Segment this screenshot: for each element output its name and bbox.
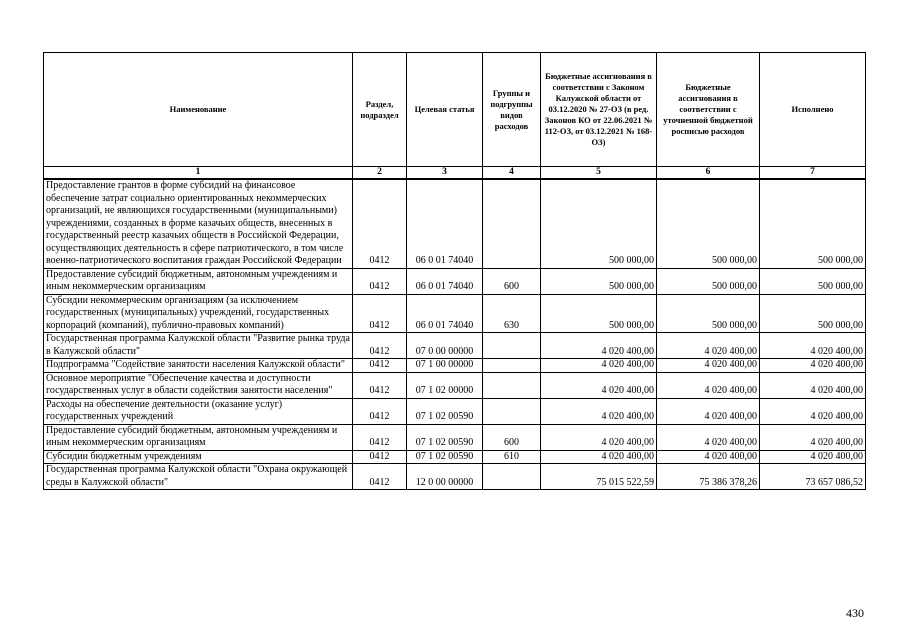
row-refined-amount: 4 020 400,00 xyxy=(657,333,760,359)
row-name: Предоставление грантов в форме субсидий на финансовое обеспечение затрат социально ориентированных некоммерческих организаций, не являющихся государственными (муниципальными) учреждениями, созданных в форме казачьих обществ, внесенных в государственный реестр казачьих обществ в Российской Федерации, осуществляющих деятельность в сфере патриотического, в том числе военно-патриотического воспитания граждан Российской Федерации xyxy=(44,179,353,268)
row-name: Расходы на обеспечение деятельности (оказание услуг) государственных учреждений xyxy=(44,398,353,424)
row-refined-amount: 4 020 400,00 xyxy=(657,450,760,464)
row-law-amount: 4 020 400,00 xyxy=(541,333,657,359)
row-name: Предоставление субсидий бюджетным, автономным учреждениям и иным некоммерческим организациям xyxy=(44,424,353,450)
table-row xyxy=(44,179,866,268)
row-section: 0412 xyxy=(353,333,407,359)
row-refined-amount: 4 020 400,00 xyxy=(657,359,760,373)
row-article: 07 1 02 00000 xyxy=(407,372,483,398)
row-group xyxy=(483,398,541,424)
row-group: 600 xyxy=(483,424,541,450)
row-executed-amount: 500 000,00 xyxy=(760,179,866,268)
row-article: 07 1 02 00590 xyxy=(407,424,483,450)
row-section: 0412 xyxy=(353,294,407,333)
row-article: 06 0 01 74040 xyxy=(407,294,483,333)
row-law-amount: 4 020 400,00 xyxy=(541,450,657,464)
row-refined-amount: 500 000,00 xyxy=(657,294,760,333)
row-article: 06 0 01 74040 xyxy=(407,179,483,268)
row-article: 07 1 02 00590 xyxy=(407,398,483,424)
row-executed-amount: 4 020 400,00 xyxy=(760,372,866,398)
row-name: Государственная программа Калужской области "Развитие рынка труда в Калужской области" xyxy=(44,333,353,359)
row-section: 0412 xyxy=(353,450,407,464)
table-row xyxy=(44,450,866,464)
row-executed-amount: 4 020 400,00 xyxy=(760,424,866,450)
row-group: 630 xyxy=(483,294,541,333)
table-row xyxy=(44,424,866,450)
table-row xyxy=(44,464,866,490)
row-executed-amount: 4 020 400,00 xyxy=(760,359,866,373)
row-refined-amount: 4 020 400,00 xyxy=(657,424,760,450)
row-name: Государственная программа Калужской области "Охрана окружающей среды в Калужской области" xyxy=(44,464,353,490)
row-section: 0412 xyxy=(353,372,407,398)
row-article: 06 0 01 74040 xyxy=(407,268,483,294)
row-law-amount: 75 015 522,59 xyxy=(541,464,657,490)
row-executed-amount: 4 020 400,00 xyxy=(760,450,866,464)
row-name: Подпрограмма "Содействие занятости населения Калужской области" xyxy=(44,359,353,373)
row-group xyxy=(483,333,541,359)
row-executed-amount: 4 020 400,00 xyxy=(760,398,866,424)
row-law-amount: 4 020 400,00 xyxy=(541,424,657,450)
row-group: 610 xyxy=(483,450,541,464)
budget-table xyxy=(43,52,866,490)
table-row xyxy=(44,333,866,359)
row-article: 07 0 00 00000 xyxy=(407,333,483,359)
row-refined-amount: 75 386 378,26 xyxy=(657,464,760,490)
header-target-article: Целевая статья xyxy=(407,53,483,167)
column-number: 1 xyxy=(44,167,353,180)
row-group xyxy=(483,464,541,490)
header-name: Наименование xyxy=(44,53,353,167)
header-expense-group: Группы и подгруппы видов расходов xyxy=(483,53,541,167)
column-number: 3 xyxy=(407,167,483,180)
row-executed-amount: 500 000,00 xyxy=(760,268,866,294)
row-law-amount: 500 000,00 xyxy=(541,268,657,294)
row-section: 0412 xyxy=(353,179,407,268)
row-refined-amount: 4 020 400,00 xyxy=(657,398,760,424)
row-name: Субсидии бюджетным учреждениям xyxy=(44,450,353,464)
table-row xyxy=(44,268,866,294)
column-number: 2 xyxy=(353,167,407,180)
row-section: 0412 xyxy=(353,268,407,294)
row-name: Предоставление субсидий бюджетным, автономным учреждениям и иным некоммерческим организациям xyxy=(44,268,353,294)
column-number: 4 xyxy=(483,167,541,180)
row-refined-amount: 500 000,00 xyxy=(657,179,760,268)
row-name: Субсидии некоммерческим организациям (за исключением государственных (муниципальных) учреждений, государственных корпораций (компаний), публично-правовых компаний) xyxy=(44,294,353,333)
row-executed-amount: 500 000,00 xyxy=(760,294,866,333)
row-law-amount: 4 020 400,00 xyxy=(541,372,657,398)
header-refined-allocations: Бюджетные ассигнования в соответствии с уточненной бюджетной росписью расходов xyxy=(657,53,760,167)
row-section: 0412 xyxy=(353,424,407,450)
row-name: Основное мероприятие "Обеспечение качества и доступности государственных услуг в области содействия занятости населения" xyxy=(44,372,353,398)
row-refined-amount: 4 020 400,00 xyxy=(657,372,760,398)
row-section: 0412 xyxy=(353,398,407,424)
row-group xyxy=(483,372,541,398)
column-number: 7 xyxy=(760,167,866,180)
row-article: 07 1 02 00590 xyxy=(407,450,483,464)
row-section: 0412 xyxy=(353,464,407,490)
row-group xyxy=(483,359,541,373)
row-law-amount: 4 020 400,00 xyxy=(541,398,657,424)
row-article: 12 0 00 00000 xyxy=(407,464,483,490)
table-row xyxy=(44,294,866,333)
row-law-amount: 500 000,00 xyxy=(541,294,657,333)
row-law-amount: 500 000,00 xyxy=(541,179,657,268)
page-number: 430 xyxy=(846,606,864,620)
row-law-amount: 4 020 400,00 xyxy=(541,359,657,373)
column-number: 6 xyxy=(657,167,760,180)
row-executed-amount: 73 657 086,52 xyxy=(760,464,866,490)
column-number: 5 xyxy=(541,167,657,180)
header-section: Раздел, подраздел xyxy=(353,53,407,167)
header-law-allocations: Бюджетные ассигнования в соответствии с Законом Калужской области от 03.12.2020 № 27-ОЗ (в ред. Законов КО от 22.06.2021 № 112-ОЗ, от 03.12.2021 № 168-ОЗ) xyxy=(541,53,657,167)
row-executed-amount: 4 020 400,00 xyxy=(760,333,866,359)
table-row xyxy=(44,359,866,373)
row-section: 0412 xyxy=(353,359,407,373)
row-group: 600 xyxy=(483,268,541,294)
header-executed: Исполнено xyxy=(760,53,866,167)
row-group xyxy=(483,179,541,268)
row-article: 07 1 00 00000 xyxy=(407,359,483,373)
table-row xyxy=(44,398,866,424)
row-refined-amount: 500 000,00 xyxy=(657,268,760,294)
table-row xyxy=(44,372,866,398)
